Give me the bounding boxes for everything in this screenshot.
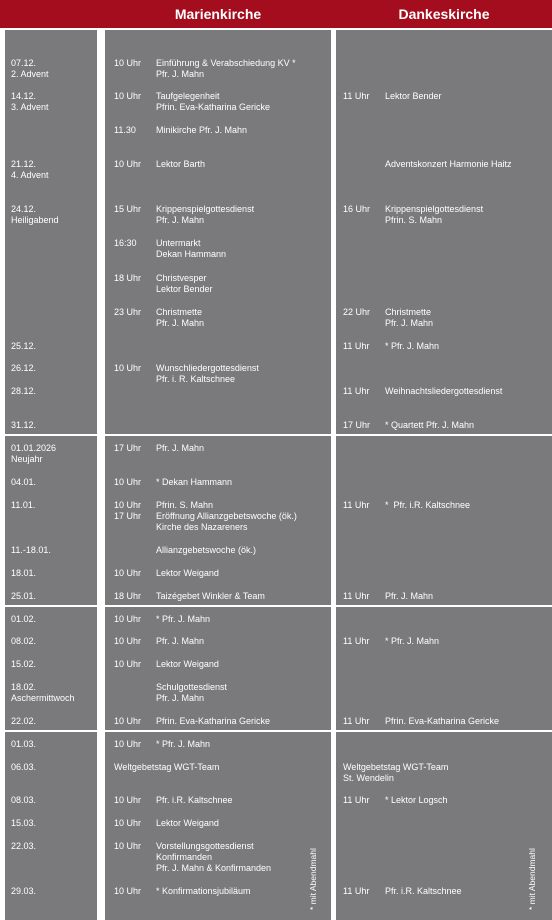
marienkirche-service: Einführung & Verabschiedung KV * Pfr. J. Mahn [156, 58, 296, 79]
row-date: 07.12. 2. Advent [11, 58, 49, 79]
marienkirche-service: Weltgebetstag WGT-Team [114, 762, 220, 772]
row-date: 01.03. [11, 739, 37, 749]
dankeskirche-time: 11 Uhr [343, 386, 370, 396]
row-date: 06.03. [11, 762, 37, 772]
marienkirche-time: 10 Uhr [114, 477, 142, 487]
row-date: 26.12. [11, 363, 37, 373]
marienkirche-time: 10 Uhr [114, 716, 142, 726]
dankeskirche-service: * Lektor Logsch [385, 795, 448, 805]
marienkirche-service: Krippenspielgottesdienst Pfr. J. Mahn [156, 204, 255, 225]
marienkirche-service: Pfrin. S. Mahn Eröffnung Allianzgebetswoche (ök.) Kirche des Nazareners [156, 500, 297, 532]
marienkirche-service: Taizégebet Winkler & Team [156, 591, 265, 601]
row-date: 21.12. 4. Advent [11, 159, 49, 180]
marienkirche-title: Marienkirche [174, 6, 262, 22]
dankeskirche-service: Lektor Bender [385, 91, 442, 101]
row-date: 22.02. [11, 716, 37, 726]
dankeskirche-service: * Pfr. i.R. Kaltschnee [385, 500, 471, 510]
marienkirche-service: Christvesper Lektor Bender [156, 273, 213, 294]
marienkirche-time: 10 Uhr [114, 886, 142, 896]
dankeskirche-time: 11 Uhr [343, 886, 370, 896]
marienkirche-service: Pfr. J. Mahn [156, 636, 205, 646]
row-date: 04.01. [11, 477, 37, 487]
row-date: 18.01. [11, 568, 37, 578]
section-divider [0, 605, 552, 607]
dankeskirche-service: Pfr. J. Mahn [385, 591, 434, 601]
dankeskirche-time: 11 Uhr [343, 341, 370, 351]
marienkirche-service: * Pfr. J. Mahn [156, 614, 211, 624]
marienkirche-time: 10 Uhr [114, 659, 142, 669]
row-date: 18.02. Aschermittwoch [11, 682, 75, 703]
dankeskirche-time: 17 Uhr [343, 420, 371, 430]
dankeskirche-time: 11 Uhr [343, 795, 370, 805]
row-date: 24.12. Heiligabend [11, 204, 59, 225]
dankeskirche-service: * Pfr. J. Mahn [385, 341, 440, 351]
marienkirche-time: 18 Uhr [114, 591, 142, 601]
marienkirche-service: Taufgelegenheit Pfrin. Eva-Katharina Gericke [156, 91, 271, 112]
row-date: 25.01. [11, 591, 37, 601]
marienkirche-time: 18 Uhr [114, 273, 142, 283]
dankeskirche-service: Weltgebetstag WGT-Team St. Wendelin [343, 762, 449, 783]
marienkirche-time: 17 Uhr [114, 443, 142, 453]
marienkirche-service: Pfrin. Eva-Katharina Gericke [156, 716, 271, 726]
footnote-right: * mit Abendmahl [527, 848, 537, 910]
marienkirche-service: Lektor Weigand [156, 568, 219, 578]
marienkirche-service: Pfr. J. Mahn [156, 443, 205, 453]
marienkirche-service: Christmette Pfr. J. Mahn [156, 307, 205, 328]
marienkirche-time: 10 Uhr [114, 568, 142, 578]
row-date: 08.02. [11, 636, 37, 646]
dankeskirche-service: Adventskonzert Harmonie Haitz [385, 159, 512, 169]
marienkirche-time: 10 Uhr [114, 739, 142, 749]
dankeskirche-service: Pfr. i.R. Kaltschnee [385, 886, 462, 896]
marienkirche-service: Pfr. i.R. Kaltschnee [156, 795, 233, 805]
row-date: 15.02. [11, 659, 37, 669]
marienkirche-service: Lektor Barth [156, 159, 206, 169]
marienkirche-time: 16:30 [114, 238, 137, 248]
marienkirche-time: 10 Uhr [114, 91, 142, 101]
marienkirche-time: 15 Uhr [114, 204, 142, 214]
dankeskirche-service: Pfrin. Eva-Katharina Gericke [385, 716, 500, 726]
marienkirche-time: 10 Uhr [114, 636, 142, 646]
dankeskirche-time: 11 Uhr [343, 636, 370, 646]
marienkirche-service: Wunschliedergottesdienst Pfr. i. R. Kaltschnee [156, 363, 259, 384]
marienkirche-time: 10 Uhr [114, 58, 142, 68]
marienkirche-time: 10 Uhr [114, 363, 142, 373]
row-date: 29.03. [11, 886, 37, 896]
marienkirche-service: Lektor Weigand [156, 818, 219, 828]
dankeskirche-time: 11 Uhr [343, 591, 370, 601]
marienkirche-time: 11.30 [114, 125, 136, 135]
marienkirche-time: 10 Uhr [114, 841, 142, 851]
row-date: 08.03. [11, 795, 37, 805]
section-divider [0, 730, 552, 732]
dankeskirche-service: Christmette Pfr. J. Mahn [385, 307, 434, 328]
marienkirche-service: Schulgottesdienst Pfr. J. Mahn [156, 682, 228, 703]
marienkirche-service: Lektor Weigand [156, 659, 219, 669]
marienkirche-time: 10 Uhr 17 Uhr [114, 500, 142, 521]
marienkirche-time: 10 Uhr [114, 818, 142, 828]
dankeskirche-time: 11 Uhr [343, 716, 370, 726]
dankeskirche-title: Dankeskirche [398, 6, 490, 22]
row-date: 15.03. [11, 818, 37, 828]
row-date: 31.12. [11, 420, 37, 430]
dankeskirche-time: 22 Uhr [343, 307, 371, 317]
row-date: 25.12. [11, 341, 37, 351]
row-date: 22.03. [11, 841, 37, 851]
marienkirche-time: 23 Uhr [114, 307, 142, 317]
dankeskirche-service: Krippenspielgottesdienst Pfrin. S. Mahn [385, 204, 484, 225]
marienkirche-service: * Pfr. J. Mahn [156, 739, 211, 749]
row-date: 14.12. 3. Advent [11, 91, 49, 112]
dankeskirche-time: 16 Uhr [343, 204, 371, 214]
footnote-left: * mit Abendmahl [308, 848, 318, 910]
dankeskirche-service: * Pfr. J. Mahn [385, 636, 440, 646]
marienkirche-service: * Dekan Hammann [156, 477, 233, 487]
dankeskirche-service: * Quartett Pfr. J. Mahn [385, 420, 475, 430]
marienkirche-service: Untermarkt Dekan Hammann [156, 238, 227, 259]
marienkirche-time: 10 Uhr [114, 795, 142, 805]
dankeskirche-time: 11 Uhr [343, 500, 370, 510]
row-date: 01.01.2026 Neujahr [11, 443, 57, 464]
marienkirche-service: Allianzgebetswoche (ök.) [156, 545, 257, 555]
row-date: 11.-18.01. [11, 545, 51, 555]
dankeskirche-service: Weihnachtsliedergottesdienst [385, 386, 503, 396]
section-divider [0, 434, 552, 436]
row-date: 01.02. [11, 614, 37, 624]
row-date: 28.12. [11, 386, 37, 396]
marienkirche-service: * Konfirmationsjubiläum [156, 886, 251, 896]
marienkirche-time: 10 Uhr [114, 159, 142, 169]
dankeskirche-time: 11 Uhr [343, 91, 370, 101]
header-bar [0, 0, 552, 28]
marienkirche-service: Vorstellungsgottesdienst Konfirmanden Pfr. J. Mahn & Konfirmanden [156, 841, 272, 873]
row-date: 11.01. [11, 500, 36, 510]
marienkirche-time: 10 Uhr [114, 614, 142, 624]
marienkirche-service: Minikirche Pfr. J. Mahn [156, 125, 248, 135]
